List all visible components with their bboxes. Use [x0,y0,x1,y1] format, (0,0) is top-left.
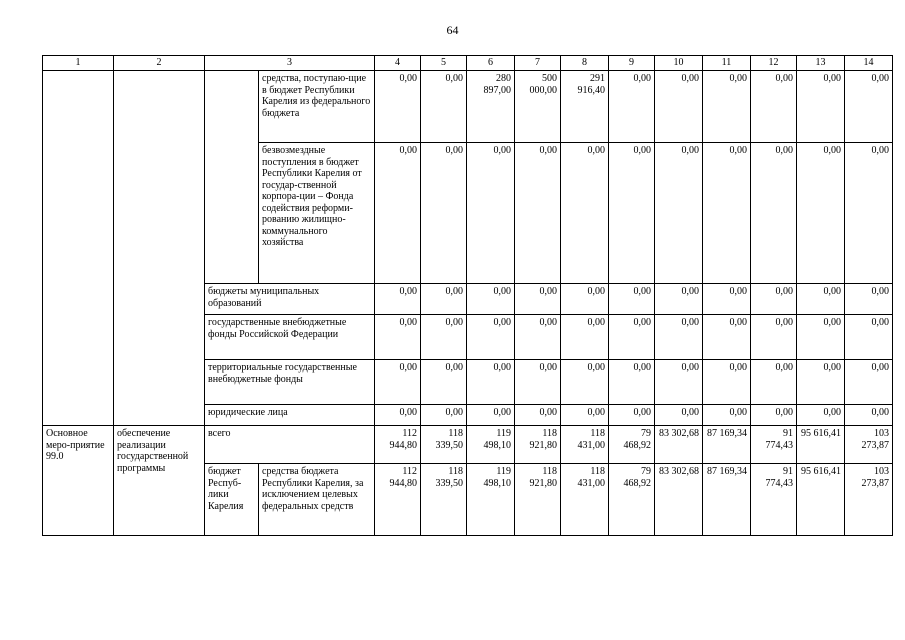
header-cell: 5 [421,56,467,71]
value-cell: 0,00 [797,360,845,405]
value-cell: 0,00 [375,405,421,426]
value-cell: 0,00 [797,315,845,360]
value-cell: 0,00 [421,360,467,405]
value-cell: 0,00 [467,143,515,284]
value-cell: 0,00 [797,284,845,315]
table-row [43,426,893,464]
header-cell: 11 [703,56,751,71]
value-cell: 0,00 [655,405,703,426]
value-cell: 0,00 [375,143,421,284]
value-cell: 0,00 [375,71,421,143]
value-cell: 0,00 [845,143,893,284]
value-cell: 118 339,50 [421,464,467,536]
value-cell: 0,00 [703,405,751,426]
value-cell: 0,00 [609,360,655,405]
value-cell: 112 944,80 [375,426,421,464]
activity-name-cell: обеспечение реализации государственной программы [114,426,205,536]
header-cell: 3 [205,56,375,71]
value-cell: 0,00 [797,405,845,426]
header-cell: 14 [845,56,893,71]
value-cell: 0,00 [845,315,893,360]
value-cell: 0,00 [845,284,893,315]
value-cell: 0,00 [609,71,655,143]
value-cell: 0,00 [467,315,515,360]
table-row [43,71,893,143]
header-cell: 13 [797,56,845,71]
empty-cell [43,71,114,426]
empty-cell [114,71,205,426]
header-cell: 12 [751,56,797,71]
value-cell: 0,00 [609,284,655,315]
value-cell: 0,00 [751,360,797,405]
value-cell: 0,00 [655,284,703,315]
value-cell: 0,00 [515,284,561,315]
row-label: безвозмездные поступления в бюджет Республики Карелия от государ-ственной корпора-ции – Фонда содействия реформи-рованию жилищно-коммунального хозяйства [259,143,375,284]
value-cell: 0,00 [655,143,703,284]
value-cell: 0,00 [515,405,561,426]
value-cell: 0,00 [375,315,421,360]
value-cell: 0,00 [561,315,609,360]
value-cell: 103 273,87 [845,464,893,536]
value-cell: 0,00 [561,360,609,405]
value-cell: 119 498,10 [467,464,515,536]
value-cell: 0,00 [751,71,797,143]
value-cell: 119 498,10 [467,426,515,464]
value-cell: 0,00 [561,284,609,315]
value-cell: 0,00 [655,360,703,405]
value-cell: 0,00 [467,360,515,405]
value-cell: 0,00 [751,405,797,426]
value-cell: 79 468,92 [609,426,655,464]
value-cell: 0,00 [655,315,703,360]
value-cell: 0,00 [703,315,751,360]
value-cell: 87 169,34 [703,464,751,536]
row-label: бюджеты муниципальных образований [205,284,375,315]
value-cell: 83 302,68 [655,426,703,464]
value-cell: 0,00 [421,315,467,360]
value-cell: 500 000,00 [515,71,561,143]
budget-table [42,55,893,536]
header-cell: 10 [655,56,703,71]
value-cell: 0,00 [797,71,845,143]
value-cell: 118 339,50 [421,426,467,464]
activity-cell: Основное меро-приятие 99.0 [43,426,114,536]
value-cell: 0,00 [845,71,893,143]
value-cell: 0,00 [515,315,561,360]
value-cell: 112 944,80 [375,464,421,536]
row-label: территориальные государственные внебюджетные фонды [205,360,375,405]
value-cell: 83 302,68 [655,464,703,536]
value-cell: 103 273,87 [845,426,893,464]
value-cell: 0,00 [845,405,893,426]
value-cell: 118 431,00 [561,464,609,536]
header-cell: 6 [467,56,515,71]
header-cell: 7 [515,56,561,71]
value-cell: 0,00 [751,284,797,315]
value-cell: 280 897,00 [467,71,515,143]
value-cell: 0,00 [751,315,797,360]
row-label: государственные внебюджетные фонды Российской Федерации [205,315,375,360]
value-cell: 0,00 [421,405,467,426]
value-cell: 0,00 [655,71,703,143]
value-cell: 95 616,41 [797,464,845,536]
row-label: юридические лица [205,405,375,426]
value-cell: 0,00 [467,284,515,315]
header-cell: 1 [43,56,114,71]
header-cell: 2 [114,56,205,71]
value-cell: 0,00 [797,143,845,284]
value-cell: 118 921,80 [515,464,561,536]
value-cell: 0,00 [375,360,421,405]
value-cell: 0,00 [703,143,751,284]
row-label: всего [205,426,375,464]
value-cell: 0,00 [515,143,561,284]
value-cell: 87 169,34 [703,426,751,464]
value-cell: 0,00 [703,284,751,315]
value-cell: 0,00 [561,143,609,284]
value-cell: 0,00 [703,71,751,143]
value-cell: 118 921,80 [515,426,561,464]
value-cell: 95 616,41 [797,426,845,464]
row-label: средства, поступаю-щие в бюджет Республики Карелия из федерального бюджета [259,71,375,143]
value-cell: 91 774,43 [751,426,797,464]
header-row [43,56,893,71]
value-cell: 0,00 [561,405,609,426]
header-cell: 9 [609,56,655,71]
page-number: 64 [446,23,459,37]
value-cell: 79 468,92 [609,464,655,536]
group-label: бюджет Респуб-лики Карелия [205,464,259,536]
value-cell: 0,00 [421,143,467,284]
value-cell: 118 431,00 [561,426,609,464]
value-cell: 0,00 [467,405,515,426]
value-cell: 0,00 [421,71,467,143]
header-cell: 4 [375,56,421,71]
empty-cell [205,71,259,284]
value-cell: 0,00 [703,360,751,405]
value-cell: 0,00 [515,360,561,405]
value-cell: 0,00 [421,284,467,315]
value-cell: 0,00 [609,315,655,360]
header-cell: 8 [561,56,609,71]
row-label: средства бюджета Республики Карелия, за исключением целевых федеральных средств [259,464,375,536]
value-cell: 0,00 [609,405,655,426]
value-cell: 0,00 [751,143,797,284]
value-cell: 0,00 [845,360,893,405]
value-cell: 91 774,43 [751,464,797,536]
value-cell: 291 916,40 [561,71,609,143]
value-cell: 0,00 [609,143,655,284]
value-cell: 0,00 [375,284,421,315]
